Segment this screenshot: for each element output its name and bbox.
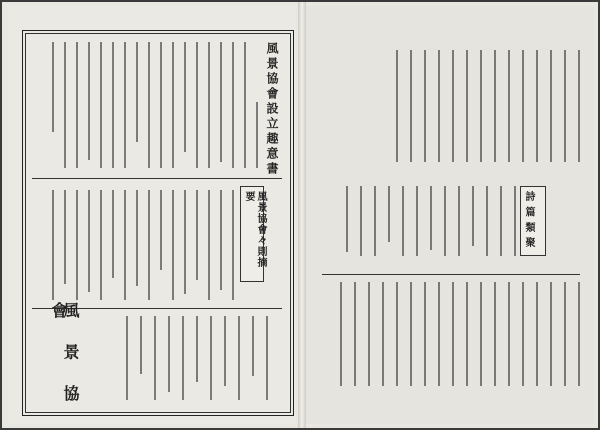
regulations-heading: 風景協會々則摘要 xyxy=(243,191,266,268)
book-gutter xyxy=(298,2,306,428)
society-name: 風 景 協 會 xyxy=(49,302,80,412)
poetry-heading-box xyxy=(520,186,546,256)
right-page xyxy=(306,6,594,424)
contents-lower xyxy=(326,282,580,392)
contents-middle xyxy=(326,186,516,266)
section-divider xyxy=(32,178,282,179)
book-spread xyxy=(2,2,598,428)
regulations-body xyxy=(38,186,234,306)
prospectus-title: 風景協會設立趣意書 xyxy=(265,42,279,177)
prospectus-body xyxy=(38,40,258,170)
regulations-heading-box xyxy=(240,186,264,282)
contents-divider xyxy=(322,274,580,275)
left-page xyxy=(8,6,296,424)
poetry-heading: 詩 篇 類 聚 xyxy=(523,191,534,249)
officers-list xyxy=(68,314,268,406)
contents-upper xyxy=(326,50,580,170)
